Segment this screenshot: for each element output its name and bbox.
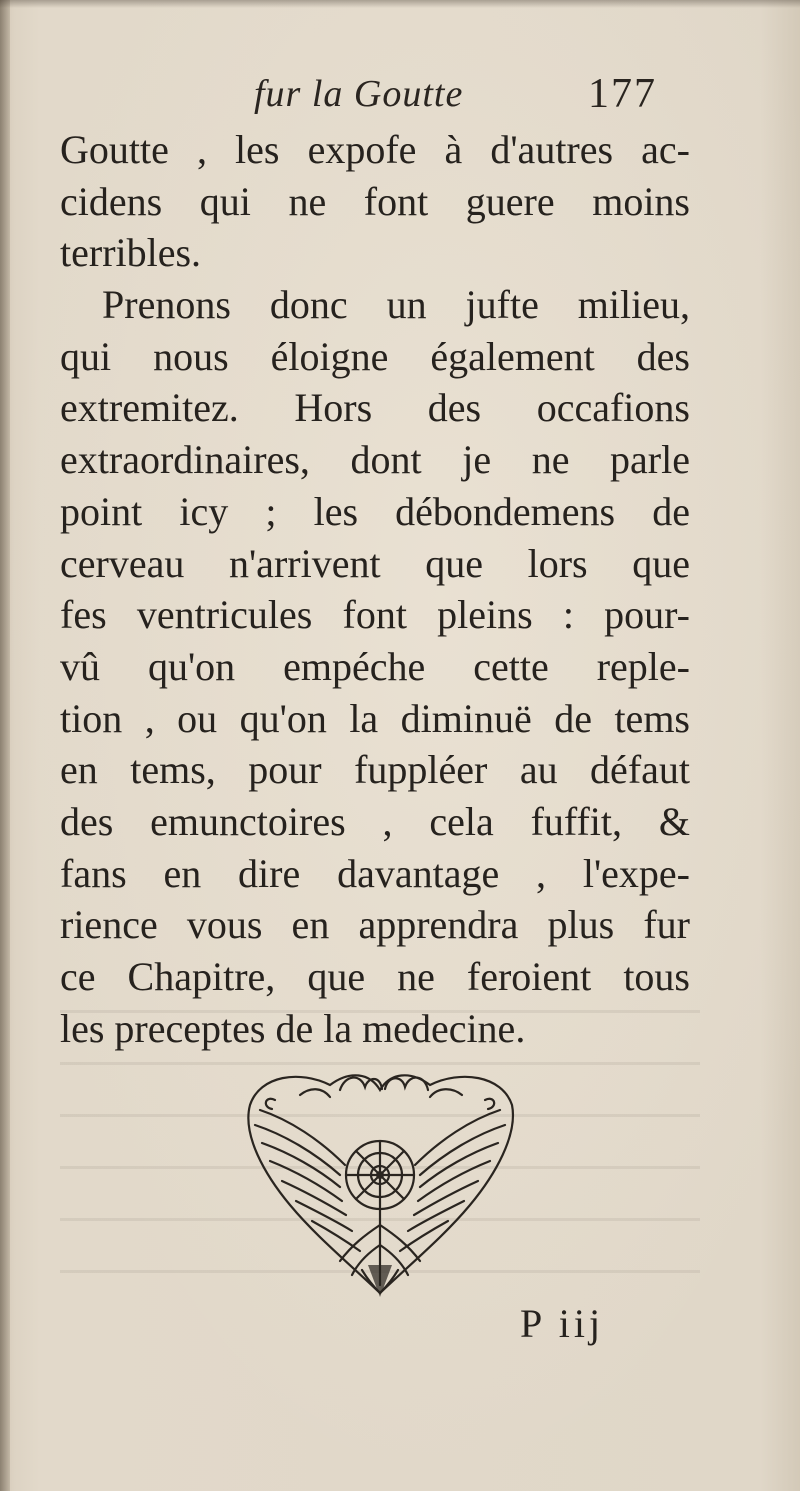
- text-line: extremitez. Hors des occafions: [60, 385, 690, 431]
- page-top-shadow: [0, 0, 800, 8]
- body-text: [60, 124, 690, 1054]
- text-line: les preceptes de la medecine.: [60, 1005, 526, 1051]
- page-number: 177: [588, 71, 657, 117]
- running-head-title: fur la Goutte: [254, 73, 464, 115]
- text-line: rience vous en apprendra plus fur: [60, 902, 690, 948]
- text-line: cerveau n'arrivent que lors que: [60, 540, 690, 586]
- signature-mark: P iij: [520, 1301, 605, 1346]
- text-line: terribles.: [60, 230, 202, 276]
- text-line: fans en dire davantage , l'expe-: [60, 850, 690, 896]
- text-line: qui nous éloigne également des: [60, 333, 690, 379]
- text-line: cidens qui ne font guere moins: [60, 178, 690, 224]
- text-line: point icy ; les débondemens de: [60, 488, 690, 534]
- text-line: Prenons donc un jufte milieu,: [102, 282, 690, 328]
- text-line: en tems, pour fuppléer au défaut: [60, 747, 690, 793]
- text-line: vû qu'on empéche cette reple-: [60, 643, 690, 689]
- floral-tailpiece-ornament-icon: [240, 1065, 520, 1300]
- text-line: extraordinaires, dont je ne parle: [60, 437, 690, 483]
- text-line: des emunctoires , cela fuffit, &: [60, 798, 690, 844]
- text-line: Goutte , les expofe à d'autres ac-: [60, 127, 690, 172]
- page-gutter-shadow: [0, 0, 10, 1491]
- text-line: fes ventricules font pleins : pour-: [60, 592, 690, 638]
- text-line: ce Chapitre, que ne feroient tous: [60, 954, 690, 999]
- running-head: [0, 70, 800, 120]
- text-line: tion , ou qu'on la diminuë de tems: [60, 695, 690, 741]
